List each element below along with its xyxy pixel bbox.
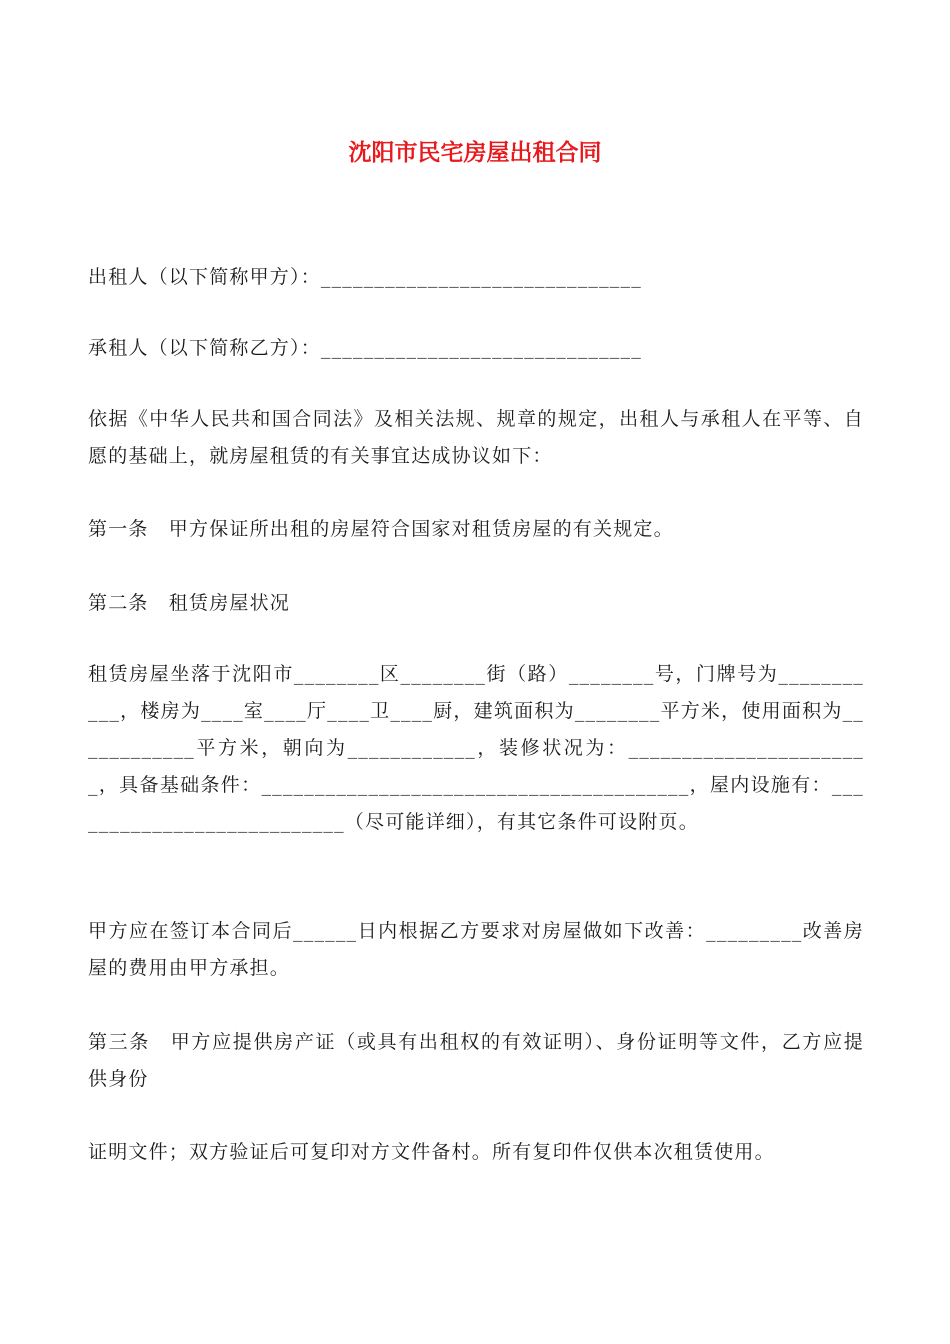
preamble-paragraph: 依据《中华人民共和国合同法》及相关法规、规章的规定，出租人与承租人在平等、自愿的基础上，就房屋租赁的有关事宜达成协议如下： (88, 408, 864, 467)
lessee-line: 承租人（以下简称乙方）：______________________________ (88, 337, 642, 359)
property-description-paragraph: 租赁房屋坐落于沈阳市________区________街（路）________号，门牌号为___________，楼房为____室____厅____卫____厨，建筑面积为________平方米，使用面积为____________平方米，朝向为____________，装修状况为：_______________________，具备基础条件：________________________________________，屋内设施有：___________________________（尽可能详细），有其它条件可设附页。 (88, 663, 864, 833)
lessor-line: 出租人（以下简称甲方）：______________________________ (88, 266, 642, 288)
document-title: 沈阳市民宅房屋出租合同 (348, 140, 602, 166)
article-3-continued: 证明文件；双方验证后可复印对方文件备村。所有复印件仅供本次租赁使用。 (88, 1141, 775, 1163)
article-3: 第三条 甲方应提供房产证（或具有出租权的有效证明）、身份证明等文件，乙方应提供身份 (88, 1031, 864, 1090)
article-1: 第一条 甲方保证所出租的房屋符合国家对租赁房屋的有关规定。 (88, 518, 674, 540)
improvement-paragraph: 甲方应在签订本合同后______日内根据乙方要求对房屋做如下改善：_________改善房屋的费用由甲方承担。 (88, 920, 864, 979)
article-2-heading: 第二条 租赁房屋状况 (88, 592, 291, 614)
